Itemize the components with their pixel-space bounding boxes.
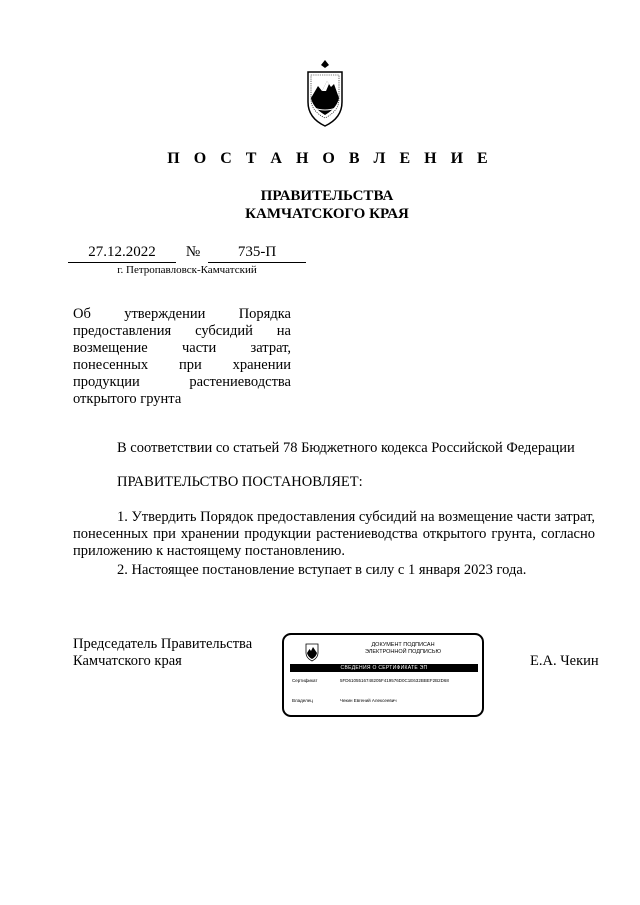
issuer-title xyxy=(0,187,640,223)
city-label: г. Петропавловск-Камчатский xyxy=(117,264,257,276)
owner-value: Чекин Евгений Алексеевич xyxy=(340,698,397,703)
stamp-header xyxy=(328,642,478,656)
resolution-heading: ПРАВИТЕЛЬСТВО ПОСТАНОВЛЯЕТ: xyxy=(117,474,363,490)
signatory-position xyxy=(73,636,273,670)
preamble-paragraph: В соответствии со статьей 78 Бюджетного кодекса Российской Федерации xyxy=(117,440,575,456)
owner-label: Владелец xyxy=(292,698,313,703)
document-number: 735-П xyxy=(208,244,306,263)
clause-2: 2. Настоящее постановление вступает в силу с 1 января 2023 года. xyxy=(117,562,527,578)
certificate-value: 5FD6105516748205F419576D0C1E632BBEF2B2D68 xyxy=(340,678,449,683)
issuer-line-2: КАМЧАТСКОГО КРАЯ xyxy=(245,206,409,222)
date-number-row xyxy=(68,244,306,262)
document-type-title: П О С Т А Н О В Л Е Н И Е xyxy=(167,150,493,167)
kamchatka-coat-of-arms-icon xyxy=(300,58,350,130)
stamp-header-line-1: ДОКУМЕНТ ПОДПИСАН xyxy=(371,642,435,648)
clause-1: 1. Утвердить Порядок предоставления субсидий на возмещение части затрат, понесенных при хранении продукции растениеводства открытого грунта, согласно приложению к настоящему постановлению. xyxy=(73,509,595,559)
signatory-position-line-2: Камчатского края xyxy=(73,653,182,669)
stamp-header-line-2: ЭЛЕКТРОННОЙ ПОДПИСЬЮ xyxy=(364,649,442,655)
issuer-line-1: ПРАВИТЕЛЬСТВА xyxy=(260,188,394,204)
signatory-position-line-1: Председатель Правительства xyxy=(73,636,253,652)
stamp-certificate-bar: СВЕДЕНИЯ О СЕРТИФИКАТЕ ЭП xyxy=(290,664,478,672)
document-subject: Об утверждении Порядка предоставления субсидий на возмещение части затрат, понесенных при хранении продукции растениеводства открытого грунта xyxy=(73,306,291,407)
document-date: 27.12.2022 xyxy=(68,244,176,263)
stamp-emblem-icon xyxy=(304,641,320,663)
signatory-name: Е.А. Чекин xyxy=(530,653,599,669)
number-sign: № xyxy=(185,244,201,260)
electronic-signature-stamp xyxy=(282,633,484,717)
certificate-label: Сертификат xyxy=(292,678,318,683)
